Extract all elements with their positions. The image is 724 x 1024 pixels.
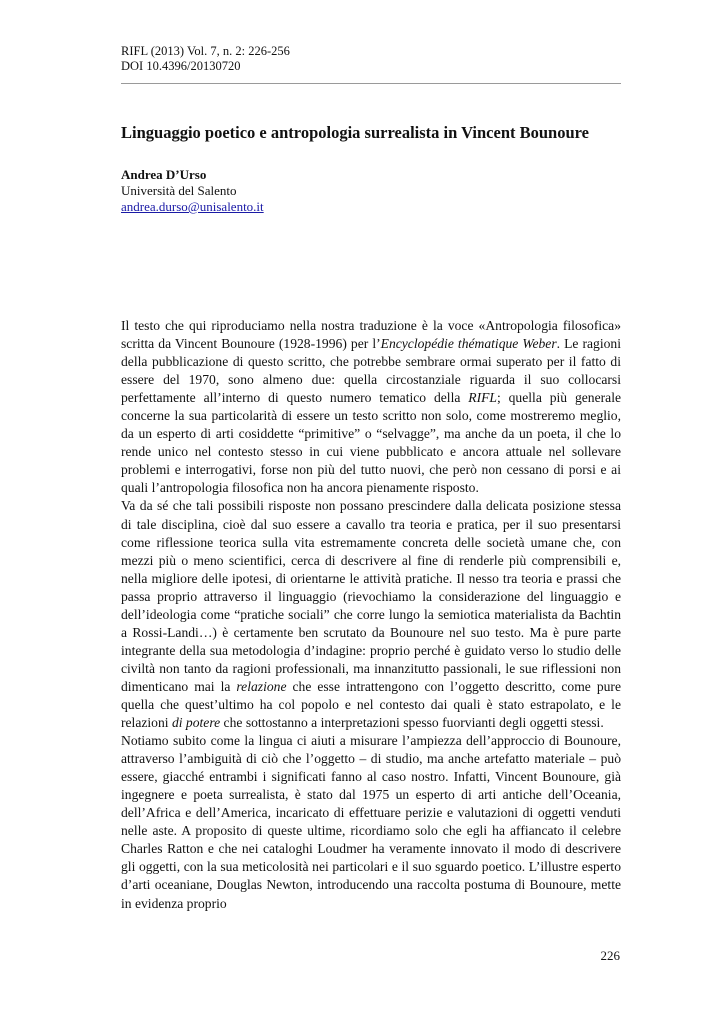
paragraph-2-text-a: Va da sé che tali possibili risposte non possano prescindere dalla delicata posizione stessa di tale disciplina, cioè dal suo essere a cavallo tra teoria e pratica, per il suo presentarsi come riflessione teorica sulla vita estremamente concreta delle società umane che, con mezzi più o meno scientifici, cerca di descrivere al fine di renderle più comprensibili e, nella migliore delle ipotesi, di orientarne le attività pratiche. Il nesso tra teoria e prassi che passa proprio attraverso il linguaggio (rievochiamo la considerazione del linguaggio e dell’ideologia come “pratiche sociali” che corre lungo la semiotica materialista da Bachtin a Rossi-Landi…) è certamente ben scrutato da Bounoure nel suo testo. Ma è pure parte integrante della sua metodologia d’indagine: proprio perché è guidato verso lo studio delle civiltà non tanto da ragioni professionali, ma innanzitutto passionali, le sue riflessioni non dimenticano mai la xyxy=(121,498,621,694)
paragraph-1-text-b: . Le ragioni della pubblicazione di questo scritto, che potrebbe sembrare ormai superato per il fatto di essere del 1970, sono almeno due: quella circostanziale riguarda il suo collocarsi perfettamente all’interno di questo numero tematico della xyxy=(121,336,621,406)
paragraph-3-text: Notiamo subito come la lingua ci aiuti a misurare l’ampiezza dell’approccio di Bounoure, attraverso l’ambiguità di ciò che l’oggetto – di studio, ma anche artefatto materiale – può essere, giacché entrambi i significati fanno al caso nostro. Infatti, Vincent Bounoure, già ingegnere e poeta surrealista, è stato dal 1975 un esperto di arti antiche dell’Oceania, dell’Africa e dell’America, incaricato di effettuare perizie e valutazioni di oggetti venduti nelle aste. A proposito di queste ultime, ricordiamo solo che egli ha affiancato il celebre Charles Ratton e che nei cataloghi Loudmer ha veramente innovato il modo di descrivere gli oggetti, con la sua meticolosità nei particolari e il suo sguardo poetico. L’illustre esperto d’arti oceaniane, Douglas Newton, introducendo una raccolta postuma di Bounoure, mette in evidenza proprio xyxy=(121,733,621,911)
paragraph-2 xyxy=(121,497,621,732)
page-number: 226 xyxy=(600,948,620,963)
article-title: Linguaggio poetico e antropologia surrealista in Vincent Bounoure xyxy=(121,123,590,142)
paragraph-1-italic-encyclopedie: Encyclopédie thématique Weber xyxy=(380,336,557,352)
paragraph-2-italic-relazione: relazione xyxy=(236,678,287,694)
journal-header xyxy=(121,44,621,74)
paragraph-3 xyxy=(121,732,621,912)
author-block xyxy=(121,167,621,215)
paragraph-1 xyxy=(121,317,621,497)
paragraph-2-italic-di-potere: di potere xyxy=(171,715,221,731)
header-divider xyxy=(121,83,621,84)
paragraph-2-text-c: che sottostanno a interpretazioni spesso fuorvianti degli oggetti stessi. xyxy=(220,715,604,731)
journal-citation: RIFL (2013) Vol. 7, n. 2: 226-256 xyxy=(121,44,290,58)
article-body xyxy=(121,317,621,913)
doi: DOI 10.4396/20130720 xyxy=(121,59,241,73)
paragraph-2-text-b: che esse intrattengono con l’oggetto descritto, come pure quella che quest’ultimo ha col popolo e nel contesto dai quali è stato estrapolato, e le relazioni xyxy=(121,678,621,731)
author-email-link[interactable]: andrea.durso@unisalento.it xyxy=(121,199,264,214)
paragraph-1-italic-rifl: RIFL xyxy=(468,390,497,406)
paragraph-1-text-a: Il testo che qui riproduciamo nella nostra traduzione è la voce «Antropologia filosofica» scritta da Vincent Bounoure (1928-1996) per l’ xyxy=(121,318,621,352)
author-name: Andrea D’Urso xyxy=(121,167,207,182)
paragraph-1-text-c: ; quella più generale concerne la sua particolarità di essere un testo scritto non solo, come mostreremo meglio, da un esperto di arti cosiddette “primitive” o “selvagge”, ma anche da un poeta, il che lo rende unico nel contesto stesso in cui viene pubblicato e ancora attuale nel sollevare problemi e interrogativi, forse non più del tutto nuovi, che però non cessano di porsi e ai quali l’antropologia filosofica non ha ancora pienamente risposto. xyxy=(121,390,622,496)
author-affiliation: Università del Salento xyxy=(121,183,237,198)
